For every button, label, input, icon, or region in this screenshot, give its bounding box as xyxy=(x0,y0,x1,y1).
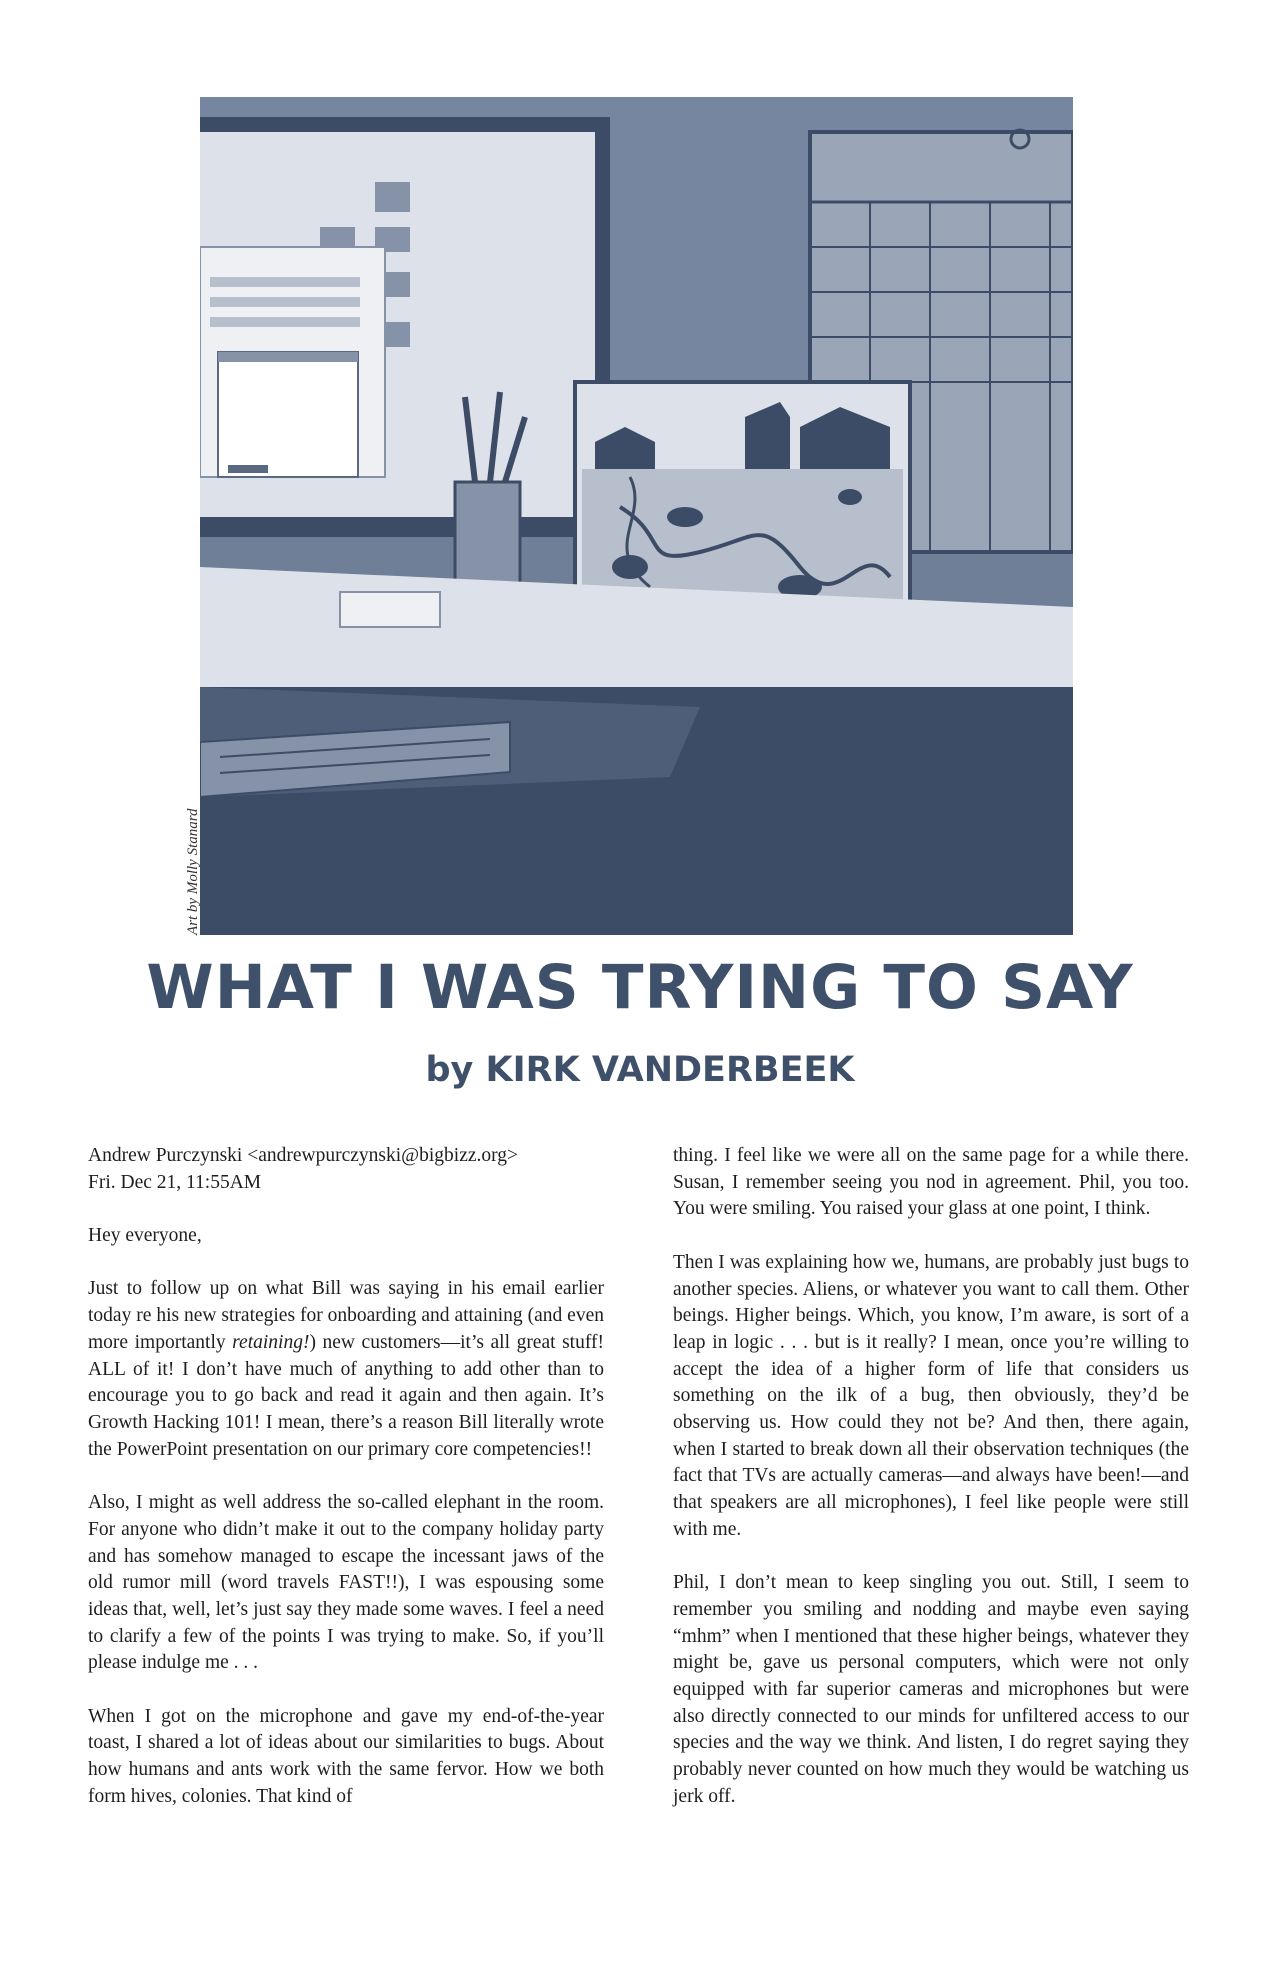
article-column-left xyxy=(88,1143,604,1811)
article-title: WHAT I WAS TRYING TO SAY xyxy=(146,952,1134,1023)
paragraph-2: Also, I might as well address the so-called elephant in the room. For anyone who didn’t make it out to the company holiday party and has somehow managed to escape the incessant jaws of the old rumor mill (word travels FAST!!), I was espousing some ideas that, well, let’s just say they made some waves. I feel a need to clarify a few of the points I was trying to make. So, if you’ll please indulge me . . . xyxy=(88,1492,604,1674)
paragraph-5: Phil, I don’t mean to keep singling you out. Still, I seem to remember you smiling and nodding and maybe even saying “mhm” when I mentioned that these higher beings, whatever they might be, gave us personal computers, which were not only equipped with far superior cameras and microphones but were also directly connected to our minds for unfiltered access to our species and the way we think. And listen, I do regret saying they probably never counted on how much they would be watching us jerk off. xyxy=(673,1572,1189,1807)
article-byline: by KIRK VANDERBEEK xyxy=(425,1050,855,1090)
paragraph-3-part-1: When I got on the microphone and gave my end-of-the-year toast, I shared a lot of ideas about our similarities to bugs. About how humans and ants work with the same fervor. How we both form hives, colonies. That kind of xyxy=(88,1705,604,1807)
office-desk-scene xyxy=(200,97,1073,935)
article-illustration xyxy=(200,97,1073,935)
article-column-right xyxy=(673,1143,1189,1811)
email-greeting: Hey everyone, xyxy=(88,1225,202,1247)
email-date: Fri. Dec 21, 11:55AM xyxy=(88,1171,262,1193)
art-credit: Art by Molly Stanard xyxy=(185,808,201,935)
paragraph-1 xyxy=(88,1276,604,1463)
computer-monitor xyxy=(200,117,610,537)
paragraph-3-part-2: thing. I feel like we were all on the same page for a while there. Susan, I remember seeing you nod in agreement. Phil, you too. You were smiling. You raised your glass at one point, I think. xyxy=(673,1145,1189,1220)
paragraph-1-start: Just to follow up on what Bill was saying in his email earlier today re his new strategies for onboarding and attaining (and even more importantly xyxy=(88,1278,604,1353)
paragraph-1-emphasis: retaining! xyxy=(232,1331,310,1353)
email-from: Andrew Purczynski <andrewpurczynski@bigbizz.org> xyxy=(88,1145,519,1166)
paragraph-1-end: ) new customers—it’s all great stuff! ALL of it! I don’t have much of anything to add other than to encourage you to go back and read it again and then again. It’s Growth Hacking 101! I mean, there’s a reason Bill literally wrote the PowerPoint presentation on our primary core competencies!! xyxy=(88,1331,604,1460)
paragraph-4: Then I was explaining how we, humans, are probably just bugs to another species. Aliens, or whatever you want to call them. Other beings. Higher beings. Which, you know, I’m aware, is sort of a leap in logic . . . but is it really? I mean, once you’re willing to accept the idea of a higher form of life that considers us something on the ilk of a bug, then obviously, they’d be observing us. How could they not be? And then, there again, when I started to break down all their observation techniques (the fact that TVs are actually cameras—and always have been!—and that speakers are all microphones), I feel like people were still with me. xyxy=(673,1251,1189,1540)
